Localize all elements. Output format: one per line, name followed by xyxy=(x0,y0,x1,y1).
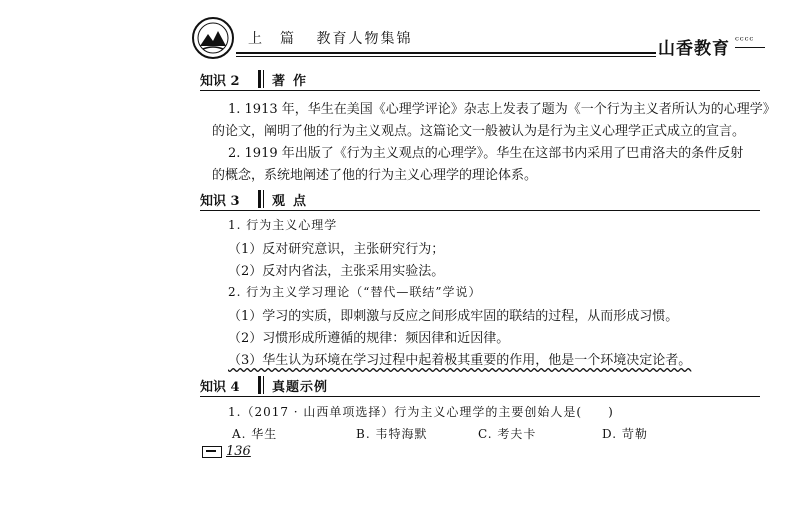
subheading: 1. 行为主义心理学 xyxy=(228,218,338,232)
publisher-logo-icon xyxy=(191,16,235,60)
question-text: 1.（2017 · 山西单项选择）行为主义心理学的主要创始人是( ) xyxy=(228,405,614,419)
section-rule xyxy=(200,90,760,91)
section-label: 知识 4 xyxy=(200,380,240,395)
option-d: D. 苛勒 xyxy=(602,427,648,441)
footer-mark-icon xyxy=(202,446,222,458)
section-title: 著作 xyxy=(272,74,315,89)
section-label: 知识 2 xyxy=(200,74,240,89)
header-section: 上 篇 xyxy=(248,31,296,47)
paragraph: 2. 1919 年出版了《行为主义观点的心理学》。华生在这部书内采用了巴甫洛夫的条件反射 xyxy=(228,146,744,161)
section-heading-4 xyxy=(200,374,760,398)
brand-name: 山香教育 xyxy=(658,39,730,59)
subheading: 2. 行为主义学习理论（“替代—联结”学说） xyxy=(228,285,482,299)
section-rule xyxy=(200,396,760,397)
section-title: 真题示例 xyxy=(272,380,329,395)
section-divider xyxy=(258,376,261,394)
option-b: B. 韦特海默 xyxy=(356,427,428,441)
paragraph: 的概念，系统地阐述了他的行为主义心理学的理论体系。 xyxy=(212,168,538,183)
page-number: 136 xyxy=(226,444,251,459)
section-heading-2 xyxy=(200,68,760,92)
section-divider-thin xyxy=(263,190,264,208)
section-divider-thin xyxy=(263,70,264,88)
section-rule xyxy=(200,210,760,211)
list-item: （2）反对内省法，主张采用实验法。 xyxy=(228,264,445,279)
list-item-highlighted: （3）华生认为环境在学习过程中起着极其重要的作用，他是一个环境决定论者。 xyxy=(228,353,692,368)
section-divider-thin xyxy=(263,376,264,394)
section-divider xyxy=(258,70,261,88)
running-header xyxy=(248,28,426,48)
option-a: A. 华生 xyxy=(232,427,278,441)
header-rule xyxy=(236,52,656,54)
section-divider xyxy=(258,190,261,208)
option-c: C. 考夫卡 xyxy=(478,427,537,441)
header-title: 教育人物集锦 xyxy=(316,31,413,47)
section-label: 知识 3 xyxy=(200,194,240,209)
header-rule-thin xyxy=(236,56,656,57)
paragraph: 的论文，阐明了他的行为主义观点。这篇论文一般被认为是行为主义心理学正式成立的宣言。 xyxy=(212,124,746,139)
paragraph: 1. 1913 年，华生在美国《心理学评论》杂志上发表了题为《一个行为主义者所认为的心理学》 xyxy=(228,102,776,117)
list-item: （1）反对研究意识，主张研究行为； xyxy=(228,242,445,257)
section-title: 观点 xyxy=(272,194,315,209)
list-item: （1）学习的实质，即刺激与反应之间形成牢固的联结的过程，从而形成习惯。 xyxy=(228,309,679,324)
page-footer xyxy=(202,444,251,459)
list-item: （2）习惯形成所遵循的规律：频因律和近因律。 xyxy=(228,331,510,346)
brand-decoration: ᶜᶜᶜᶜ xyxy=(735,34,755,47)
section-heading-3 xyxy=(200,188,760,212)
brand-rule xyxy=(735,47,765,48)
